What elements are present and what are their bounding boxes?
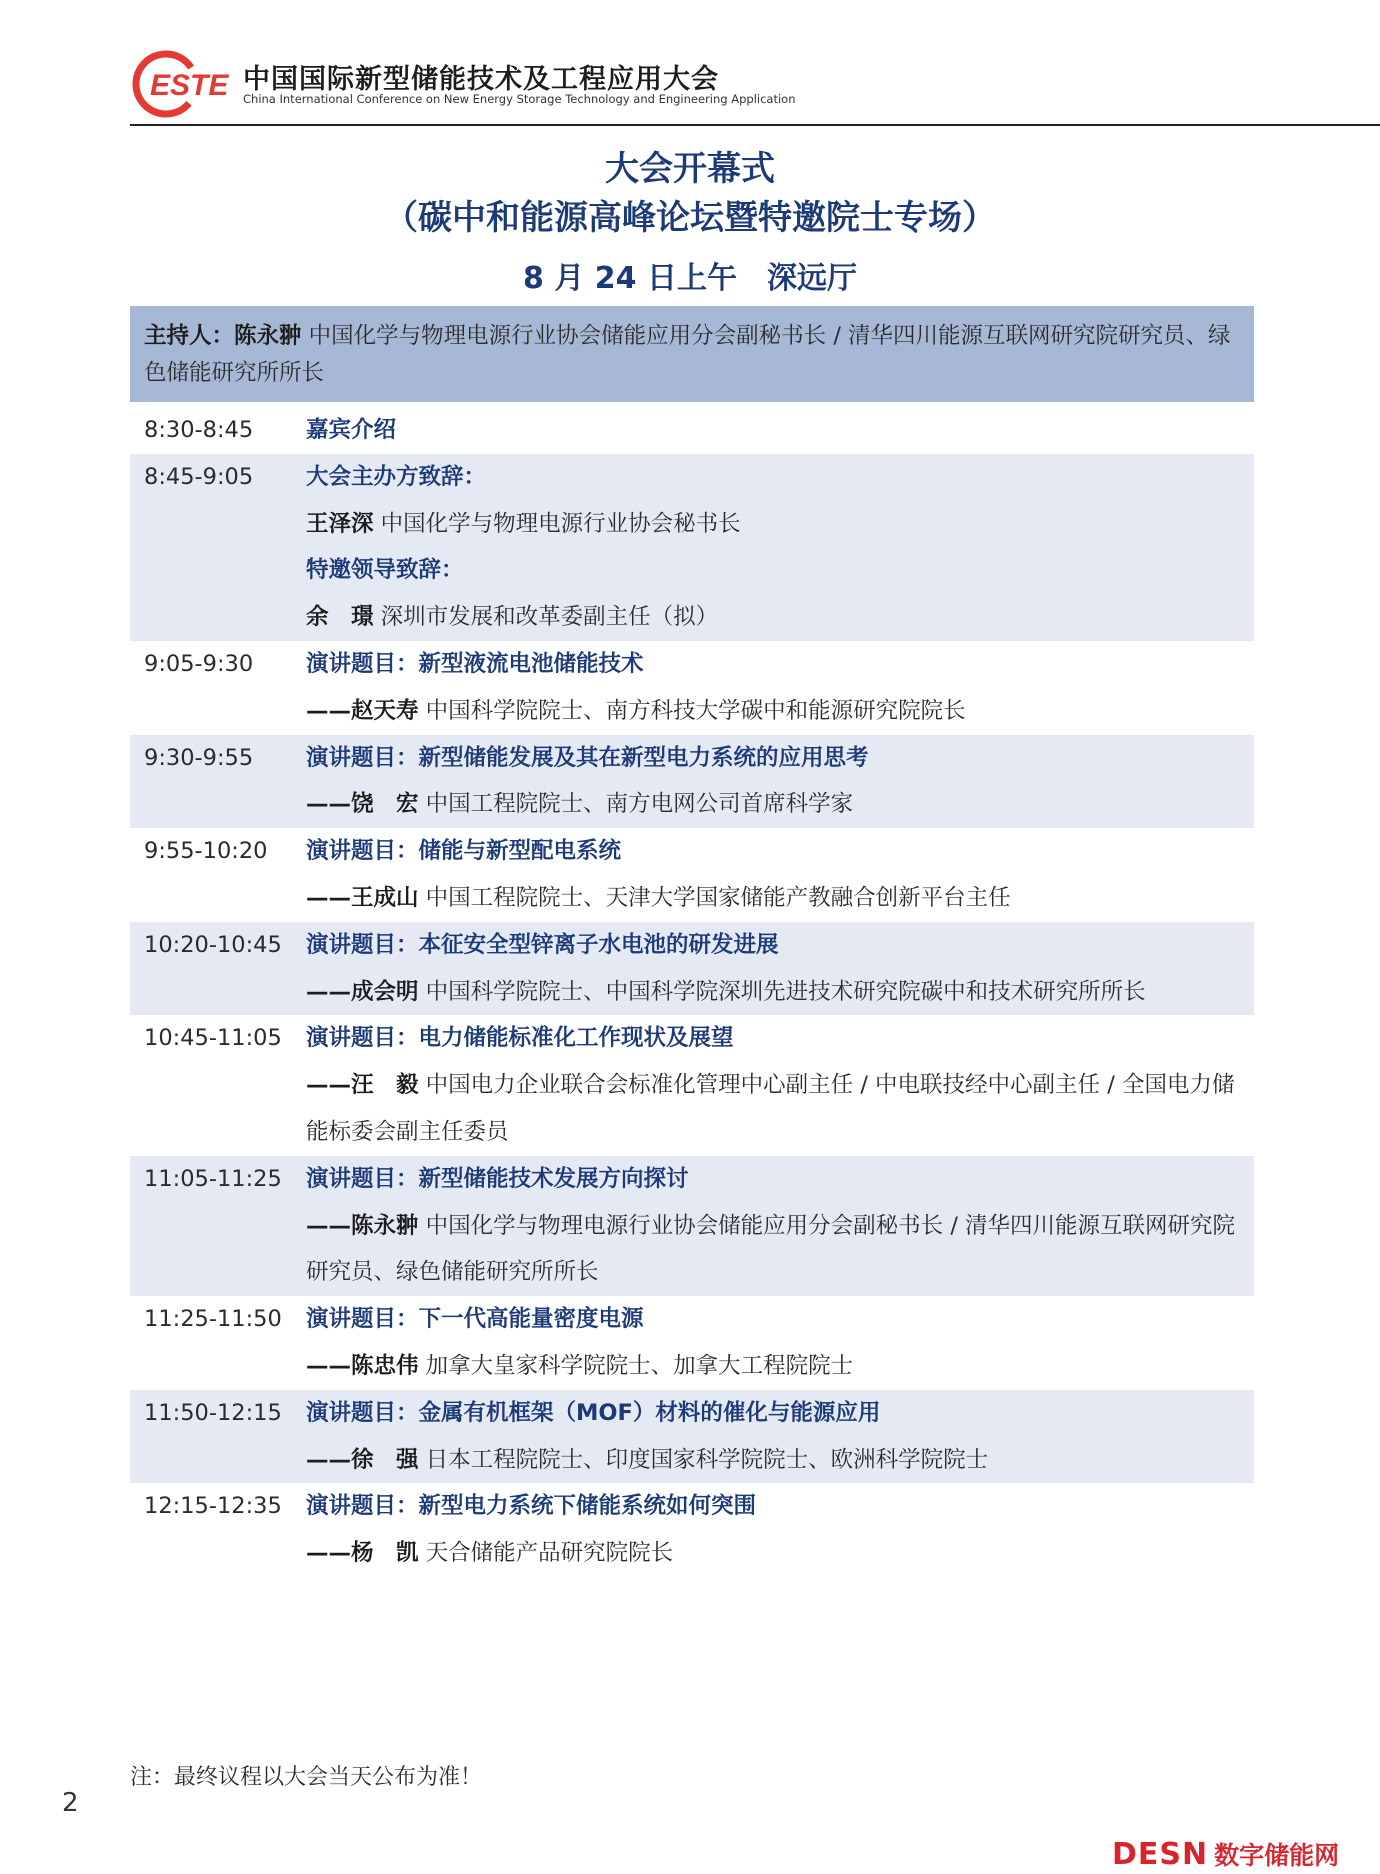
slot-time: 11:50-12:15 — [144, 1399, 282, 1426]
speaker-affiliation: 中国工程院院士、天津大学国家储能产教融合创新平台主任 — [418, 884, 1011, 911]
speaker-affiliation: 天合储能产品研究院院长 — [418, 1540, 674, 1567]
speaker-line — [306, 1437, 1252, 1484]
agenda-row — [130, 1156, 1254, 1296]
speaker-line — [306, 875, 1252, 922]
header-divider — [130, 124, 1380, 126]
speaker-line — [306, 1530, 1252, 1577]
host-band — [130, 306, 1254, 402]
slot-title: 嘉宾介绍 — [306, 417, 397, 443]
slot-time: 9:30-9:55 — [144, 744, 254, 771]
slot-time: 11:25-11:50 — [144, 1306, 282, 1333]
agenda-row — [130, 828, 1254, 922]
brand-name: 数字储能网 — [1214, 1841, 1340, 1870]
speaker-name: ——赵天寿 — [306, 697, 419, 724]
speaker-name: ——成会明 — [306, 978, 419, 1005]
slot-title: 演讲题目：新型液流电池储能技术 — [306, 650, 644, 677]
speaker-line — [306, 1062, 1252, 1156]
slot-time: 9:55-10:20 — [144, 838, 268, 865]
speaker-affiliation: 中国工程院院士、南方电网公司首席科学家 — [418, 791, 854, 818]
agenda-table — [130, 407, 1254, 1577]
slot-title: 演讲题目：下一代高能量密度电源 — [306, 1306, 644, 1333]
speaker-line — [306, 969, 1252, 1016]
slot-time: 10:20-10:45 — [144, 931, 282, 958]
org-name-en: China International Conference on New Energy Storage Technology and Engineering Application — [243, 92, 796, 106]
slot-time: 8:45-9:05 — [144, 463, 254, 490]
speaker-name: ——汪 毅 — [306, 1072, 419, 1099]
slot-time: 11:05-11:25 — [144, 1165, 282, 1192]
speaker-name: 余 璟 — [306, 604, 374, 631]
speaker-name: ——陈永翀 — [306, 1212, 419, 1239]
speaker-affiliation: 中国电力企业联合会标准化管理中心副主任 / 中电联技经中心副主任 / 全国电力储能标委会副主任委员 — [306, 1072, 1235, 1145]
speaker-line — [306, 1343, 1252, 1390]
agenda-row — [130, 735, 1254, 829]
org-name-zh: 中国国际新型储能技术及工程应用大会 — [243, 64, 719, 95]
speaker-name: ——饶 宏 — [306, 791, 419, 818]
slot-time: 8:30-8:45 — [144, 417, 254, 443]
slot-time: 10:45-11:05 — [144, 1025, 282, 1052]
conference-header — [130, 48, 1380, 124]
page-number: 2 — [62, 1788, 79, 1818]
speaker-affiliation: 中国化学与物理电源行业协会秘书长 — [373, 510, 741, 537]
slot-title: 演讲题目：新型储能技术发展方向探讨 — [306, 1165, 689, 1192]
slot-title: 演讲题目：金属有机框架（MOF）材料的催化与能源应用 — [306, 1399, 881, 1426]
agenda-row — [130, 1015, 1254, 1155]
brand-watermark — [1112, 1836, 1339, 1872]
conference-logo — [130, 48, 234, 120]
page-title: 大会开幕式 — [605, 149, 775, 189]
speaker-line — [306, 594, 1252, 641]
footnote: 注：最终议程以大会当天公布为准！ — [130, 1765, 483, 1790]
speaker-line — [306, 781, 1252, 828]
speaker-name: ——王成山 — [306, 884, 419, 911]
agenda-row — [130, 1483, 1254, 1577]
session-date-venue: 8 月 24 日上午 深远厅 — [523, 261, 857, 296]
slot-title: 演讲题目：本征安全型锌离子水电池的研发进展 — [306, 931, 779, 958]
host-label: 主持人：陈永翀 — [144, 323, 302, 349]
page-subtitle: （碳中和能源高峰论坛暨特邀院士专场） — [384, 198, 996, 238]
agenda-row — [130, 641, 1254, 735]
speaker-line — [306, 1203, 1252, 1297]
speaker-affiliation: 日本工程院院士、印度国家科学院院士、欧洲科学院院士 — [418, 1446, 989, 1473]
slot-title: 演讲题目：电力储能标准化工作现状及展望 — [306, 1025, 734, 1052]
slot-title: 演讲题目：新型储能发展及其在新型电力系统的应用思考 — [306, 744, 869, 771]
speaker-name: ——杨 凯 — [306, 1540, 419, 1567]
speaker-affiliation: 深圳市发展和改革委副主任（拟） — [373, 604, 719, 631]
speaker-affiliation: 加拿大皇家科学院院士、加拿大工程院院士 — [418, 1352, 854, 1379]
slot-time: 9:05-9:30 — [144, 650, 254, 677]
speaker-affiliation: 中国化学与物理电源行业协会储能应用分会副秘书长 / 清华四川能源互联网研究院研究员、绿色储能研究所所长 — [306, 1212, 1236, 1286]
agenda-row — [130, 1296, 1254, 1390]
slot-title: 大会主办方致辞： — [306, 463, 487, 490]
speaker-affiliation: 中国科学院院士、中国科学院深圳先进技术研究院碳中和技术研究所所长 — [418, 978, 1146, 1005]
slot-title: 演讲题目：储能与新型配电系统 — [306, 838, 622, 865]
agenda-row — [130, 407, 1254, 454]
host-description: 中国化学与物理电源行业协会储能应用分会副秘书长 / 清华四川能源互联网研究院研究员、绿色储能研究所所长 — [144, 323, 1231, 386]
slot-title: 特邀领导致辞： — [306, 557, 464, 584]
speaker-line — [306, 688, 1252, 735]
agenda-row — [130, 1390, 1254, 1484]
agenda-row — [130, 922, 1254, 1016]
speaker-name: 王泽深 — [306, 510, 374, 537]
speaker-name: ——徐 强 — [306, 1446, 419, 1473]
agenda-row — [130, 454, 1254, 641]
brand-logo: DESN — [1112, 1837, 1209, 1872]
speaker-name: ——陈忠伟 — [306, 1352, 419, 1379]
slot-time: 12:15-12:35 — [144, 1493, 282, 1520]
slot-title: 演讲题目：新型电力系统下储能系统如何突围 — [306, 1493, 757, 1520]
speaker-affiliation: 中国科学院院士、南方科技大学碳中和能源研究院院长 — [418, 697, 966, 724]
logo-text: ESTE — [150, 69, 229, 102]
speaker-line — [306, 501, 1252, 548]
